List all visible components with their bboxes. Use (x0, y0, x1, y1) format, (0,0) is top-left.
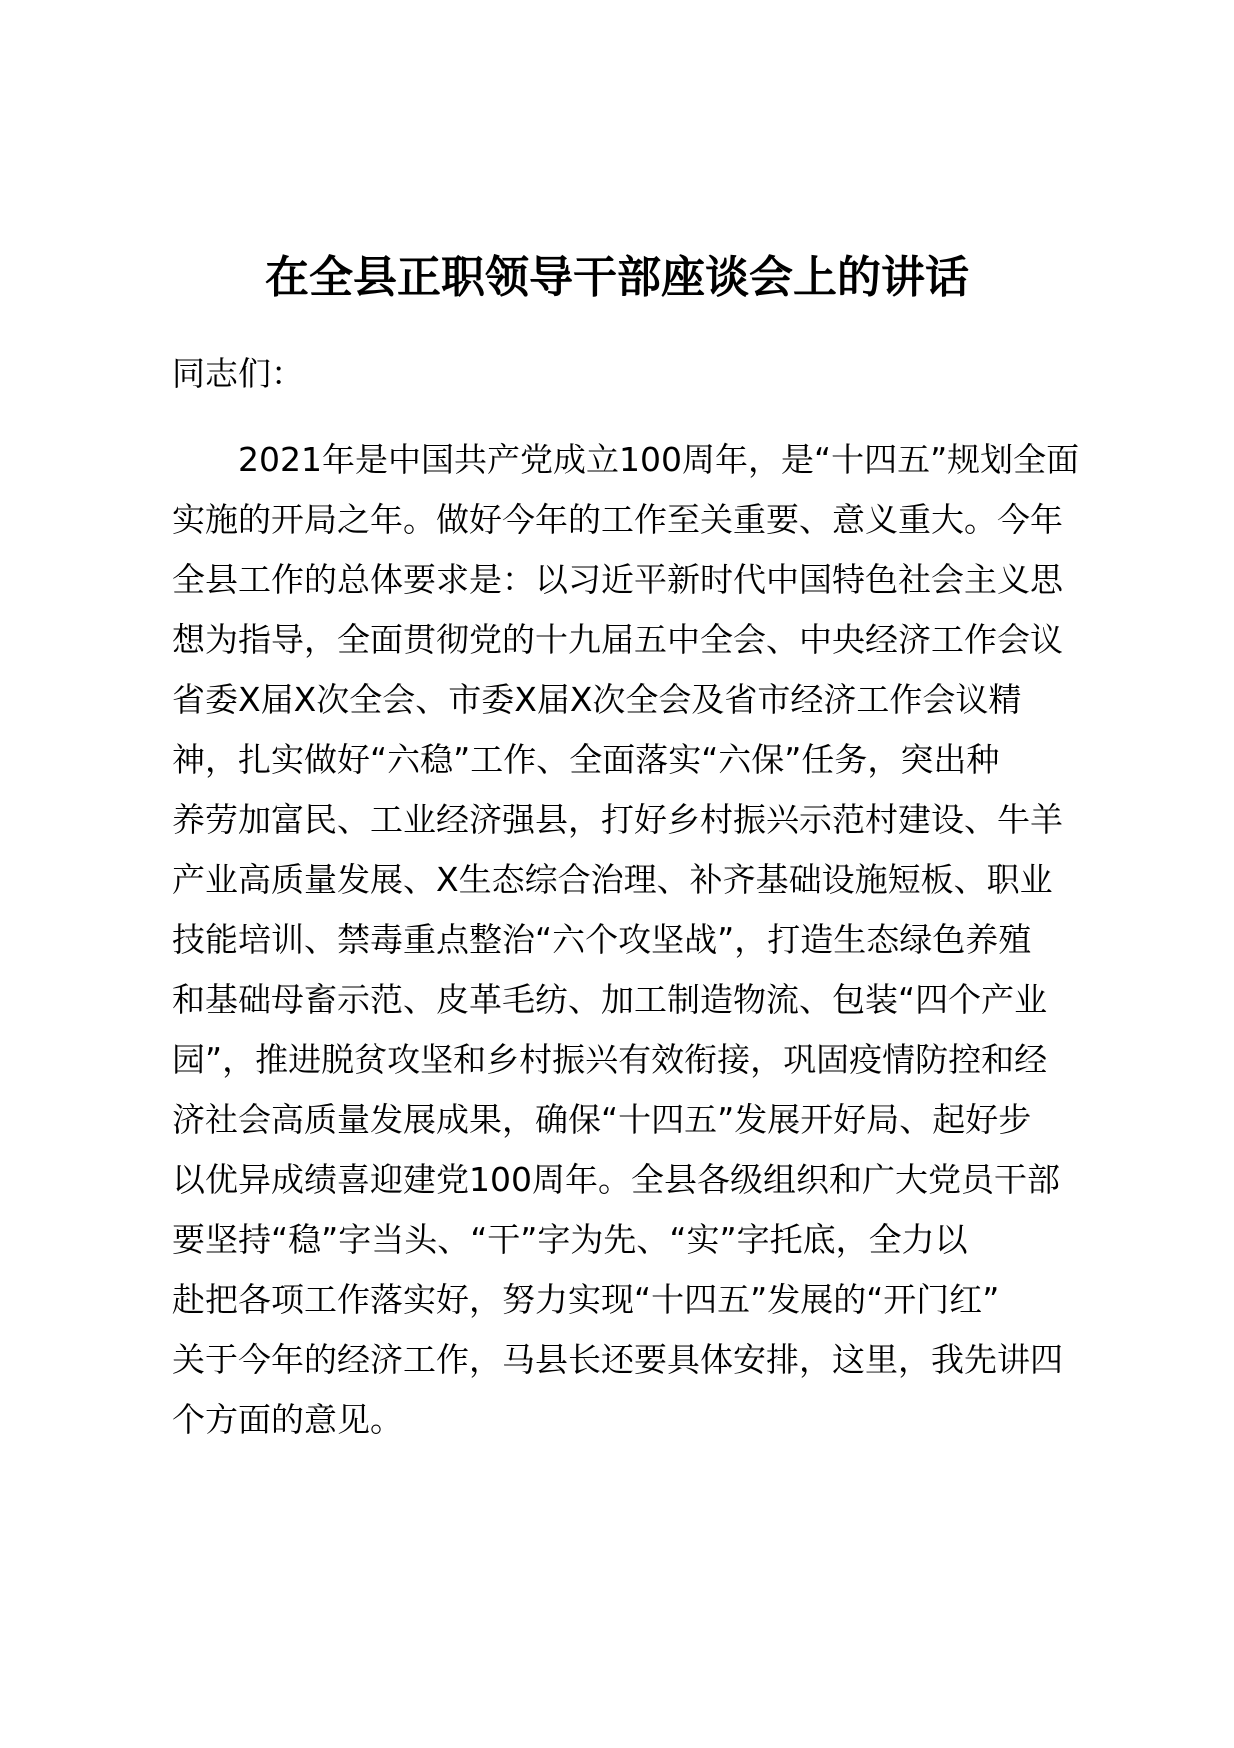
body-line: 园”，推进脱贫攻坚和乡村振兴有效衔接，巩固疫情防控和经 (172, 1040, 1048, 1079)
body-line: 个方面的意见。 (172, 1400, 403, 1439)
body-line: 实施的开局之年。做好今年的工作至关重要、意义重大。今年 (172, 500, 1063, 539)
salutation: 同志们： (172, 354, 304, 393)
body-line: 想为指导，全面贯彻党的十九届五中全会、中央经济工作会议 (172, 620, 1063, 659)
speech-body (172, 430, 1112, 1450)
body-line: 济社会高质量发展成果，确保“十四五”发展开好局、起好步 (172, 1100, 1032, 1139)
body-line: 赴把各项工作落实好，努力实现“十四五”发展的“开门红” (172, 1280, 1000, 1319)
body-line: 关于今年的经济工作，马县长还要具体安排，这里，我先讲四 (172, 1340, 1063, 1379)
body-line: 和基础母畜示范、皮革毛纺、加工制造物流、包装“四个产业 (172, 980, 1048, 1019)
body-line: 以优异成绩喜迎建党100周年。全县各级组织和广大党员干部 (172, 1160, 1060, 1199)
body-line: 2021年是中国共产党成立100周年，是“十四五”规划全面 (238, 440, 1080, 479)
body-line: 产业高质量发展、X生态综合治理、补齐基础设施短板、职业 (172, 860, 1053, 899)
page-title: 在全县正职领导干部座谈会上的讲话 (265, 252, 969, 303)
body-line: 全县工作的总体要求是：以习近平新时代中国特色社会主义思 (172, 560, 1063, 599)
body-line: 神，扎实做好“六稳”工作、全面落实“六保”任务，突出种 (172, 740, 1000, 779)
body-line: 技能培训、禁毒重点整治“六个攻坚战”，打造生态绿色养殖 (172, 920, 1032, 959)
body-line: 要坚持“稳”字当头、“干”字为先、“实”字托底，全力以 (172, 1220, 968, 1259)
body-line: 养劳加富民、工业经济强县，打好乡村振兴示范村建设、牛羊 (172, 800, 1063, 839)
body-line: 省委X届X次全会、市委X届X次全会及省市经济工作会议精 (172, 680, 1022, 719)
